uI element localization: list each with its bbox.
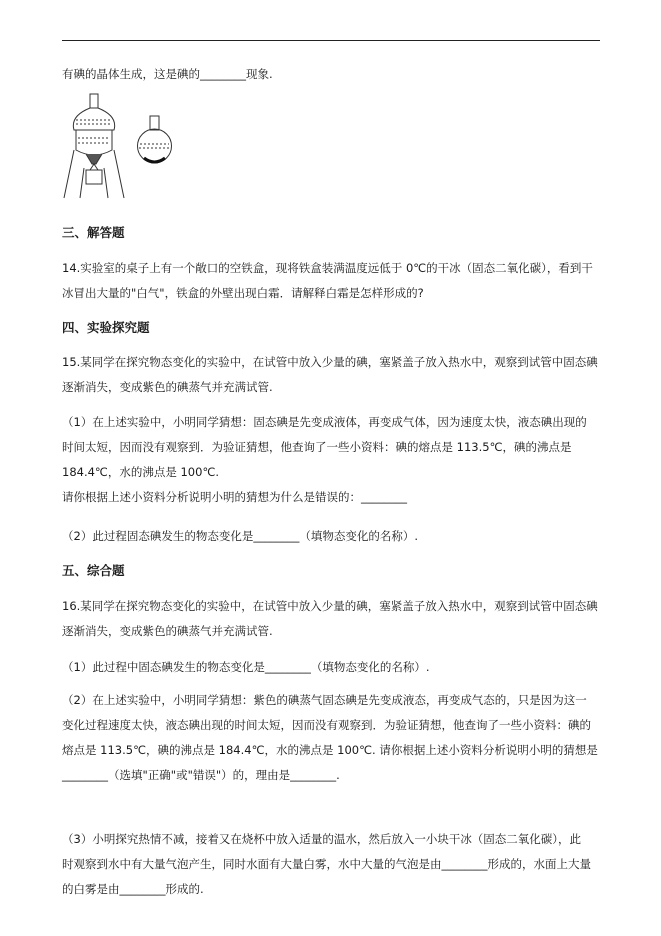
section-4 (62, 315, 600, 340)
q15-2-text: （2）此过程固态碘发生的物态变化是________（填物态变化的名称）. (62, 529, 418, 543)
section-3 (62, 220, 600, 245)
q15-line-1: 15.某同学在探究物态变化的实验中，在试管中放入少量的碘，塞紧盖子放入热水中，观察到试管中固态碘 (62, 355, 598, 369)
q15-1-line-2: 时间太短，因而没有观察到．为验证猜想，他查询了一些小资料：碘的熔点是 113.5℃，碘的沸点是 (62, 440, 572, 454)
question-15-part-1 (62, 410, 600, 510)
section-3-heading: 三、解答题 (62, 225, 125, 240)
section-5 (62, 558, 600, 583)
q16-line-2: 逐渐消失，变成紫色的碘蒸气并充满试管. (62, 624, 273, 638)
q14-line-2: 冰冒出大量的"白气"，铁盒的外壁出现白霜．请解释白霜是怎样形成的? (62, 286, 424, 300)
question-16-part-1 (62, 655, 600, 680)
header-rule (62, 40, 600, 41)
q16-2-line-4: ________（选填"正确"或"错误"）的，理由是________. (62, 768, 340, 782)
question-14 (62, 256, 600, 306)
q15-1-line-1: （1）在上述实验中，小明同学猜想：固态碘是先变成液体，再变成气体，因为速度太快，液态碘出现的 (62, 415, 587, 429)
round-flask (138, 116, 172, 163)
question-15 (62, 350, 600, 400)
q15-1-line-4: 请你根据上述小资料分析说明小明的猜想为什么是错误的：________ (62, 490, 407, 504)
q16-1-text: （1）此过程中固态碘发生的物态变化是________（填物态变化的名称）. (62, 660, 430, 674)
q16-3-line-2: 时观察到水中有大量气泡产生，同时水面有大量白雾，水中大量的气泡是由________形成的，水面上大量 (62, 857, 591, 871)
q14-line-1: 14.实验室的桌子上有一个敞口的空铁盒，现将铁盒装满温度远低于 0℃的干冰（固态二氧化碳），看到干 (62, 261, 593, 275)
section-5-heading: 五、综合题 (62, 563, 125, 578)
heated-flask-apparatus (64, 94, 124, 198)
q16-3-line-1: （3）小明探究热情不减，接着又在烧杯中放入适量的温水，然后放入一小块干冰（固态二氧化碳），此 (62, 832, 582, 846)
q16-2-line-1: （2）在上述实验中，小明同学猜想：紫色的碘蒸气固态碘是先变成液态，再变成气态的，只是因为这一 (62, 693, 587, 707)
question-16 (62, 594, 600, 644)
question-16-part-2 (62, 688, 600, 788)
question-16-part-3 (62, 827, 600, 902)
iodine-flask-figure (62, 88, 182, 208)
question-15-part-2 (62, 524, 600, 549)
section-4-heading: 四、实验探究题 (62, 320, 150, 335)
q16-3-line-3: 的白雾是由________形成的. (62, 882, 204, 896)
q13-text: 有碘的晶体生成，这是碘的________现象. (62, 67, 273, 81)
q13-tail (62, 62, 600, 87)
q15-line-2: 逐渐消失，变成紫色的碘蒸气并充满试管. (62, 380, 273, 394)
q15-1-line-3: 184.4℃，水的沸点是 100℃. (62, 465, 220, 479)
q16-2-line-3: 熔点是 113.5℃，碘的沸点是 184.4℃，水的沸点是 100℃. 请你根据上述小资料分析说明小明的猜想是 (62, 743, 598, 757)
q16-2-line-2: 变化过程速度太快，液态碘出现的时间太短，因而没有观察到．为验证猜想，他查询了一些小资料：碘的 (62, 718, 591, 732)
q16-line-1: 16.某同学在探究物态变化的实验中，在试管中放入少量的碘，塞紧盖子放入热水中，观察到试管中固态碘 (62, 599, 598, 613)
